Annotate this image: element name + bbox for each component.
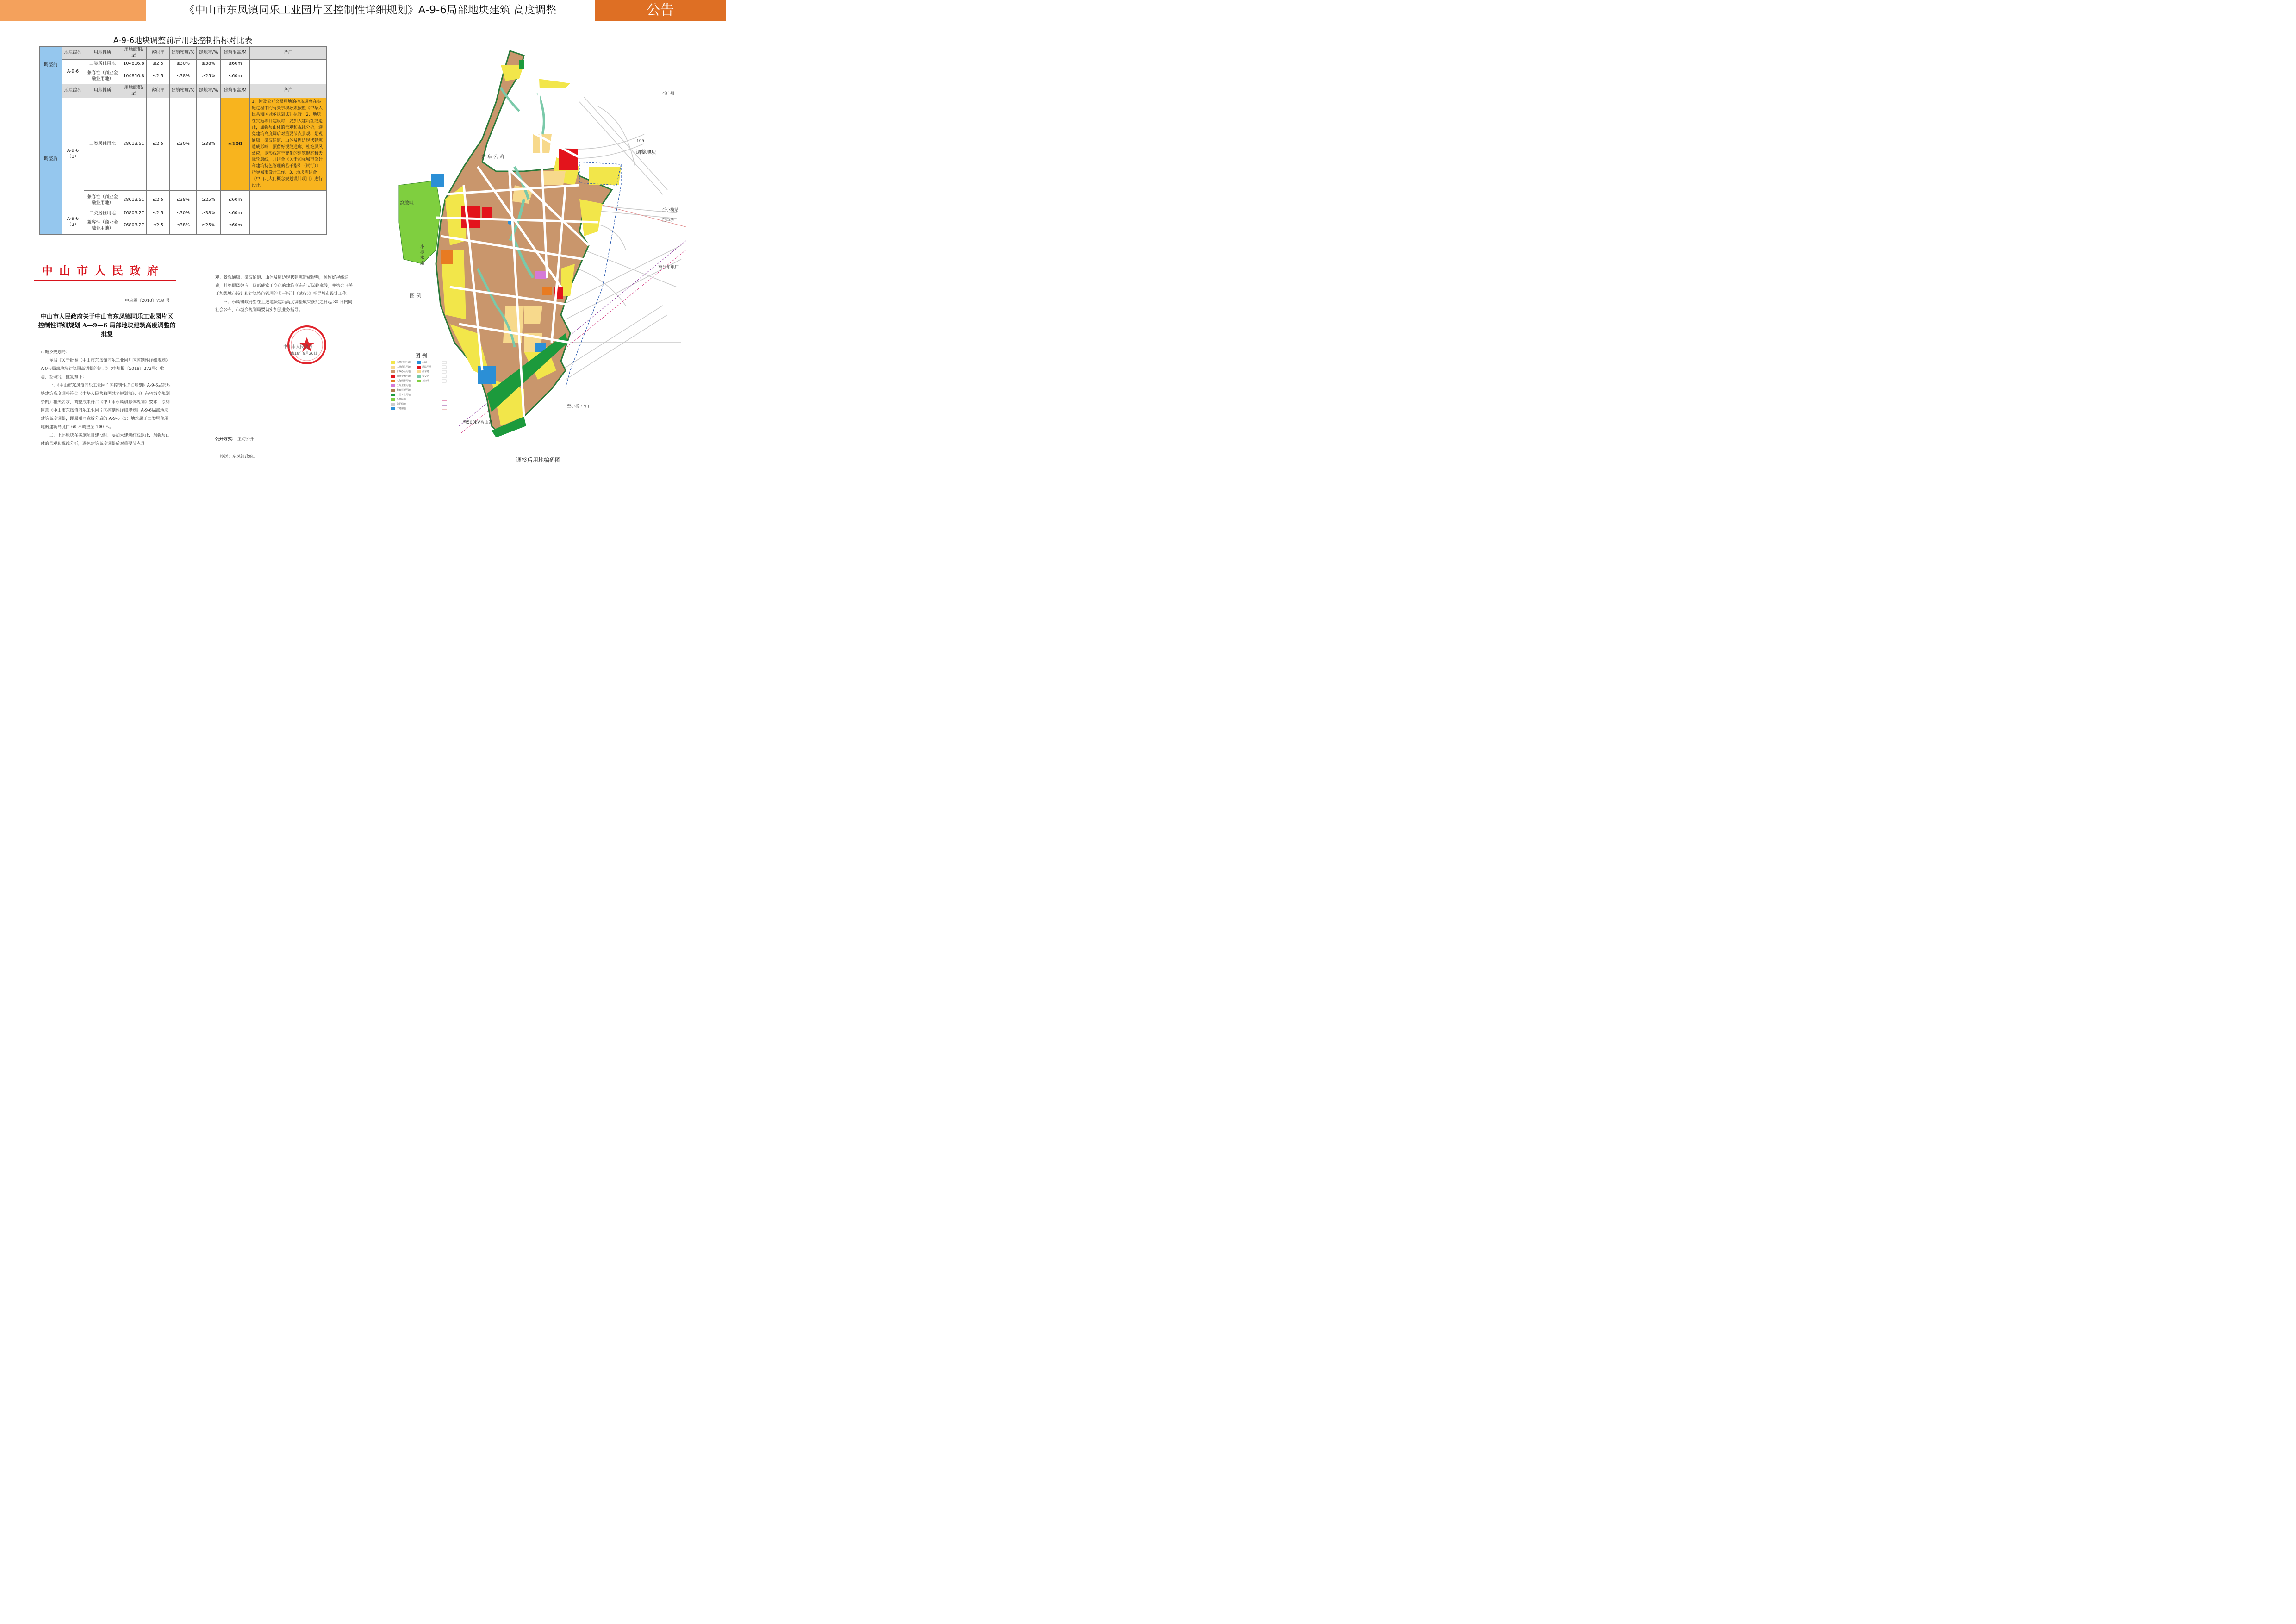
legend-item: 水域 bbox=[422, 361, 427, 364]
paragraph: 二、上述地块在实施项目建设时，要加大建筑红线退让，加强与山体的景观和视线分析，避免建筑高度调整后对重要节点景 bbox=[41, 433, 170, 446]
header-accent-bar bbox=[0, 0, 146, 21]
table-title: A-9-6地块调整前后用地控制指标对比表 bbox=[113, 36, 253, 45]
disclosure-label: 公开方式： bbox=[215, 437, 236, 442]
cell bbox=[250, 191, 327, 210]
cell: ≤2.5 bbox=[147, 69, 170, 84]
legend-item: 广场用地 bbox=[397, 407, 406, 410]
document-body bbox=[41, 348, 171, 448]
legend-title-outer: 图 例 bbox=[410, 293, 422, 299]
legend-labels bbox=[397, 360, 424, 411]
cell bbox=[250, 69, 327, 84]
cell: ≤30% bbox=[170, 210, 197, 217]
cell bbox=[250, 60, 327, 69]
map-label-road: 东 阜 公 路 bbox=[481, 155, 504, 160]
map-label-road: 至沙角电厂 bbox=[658, 265, 679, 270]
cc-line: 抄送：东凤镇政府。 bbox=[220, 455, 258, 459]
header-cell: 备注 bbox=[250, 84, 327, 98]
legend-item: 道路用地 bbox=[422, 366, 432, 369]
cell bbox=[250, 217, 327, 235]
cell: ≥25% bbox=[197, 217, 221, 235]
cell: 76803.27 bbox=[121, 217, 147, 235]
cell: ≥38% bbox=[197, 210, 221, 217]
cell bbox=[250, 210, 327, 217]
map-caption: 调整后用地编码图 bbox=[516, 457, 561, 463]
cell: ≤30% bbox=[170, 60, 197, 69]
legend-item: 一类工业用地 bbox=[397, 394, 411, 396]
paragraph: 三、东凤镇政府要在上述地块建筑高度调整成果获批之日起 30 日内向社会公布，市城乡规划局要切实加强业务指导。 bbox=[215, 300, 353, 313]
salutation: 市城乡规划局： bbox=[41, 350, 70, 355]
paragraph: 一、《中山市东凤镇同乐工业园片区控制性详细规划》A-9-6局部地块建筑高度调整符合《中华人民共和国城乡规划法》、《广东省城乡规划条例》相关要求，调整成果符合《中山市东凤镇总体规划》要求，原则同意《中山市东凤镇同乐工业园片区控制性详细规划》A-9-6局部地块建筑高度调整，即原则同意拆分后的 A-9-6（1）地块属于二类居住用地的建筑高度由 60 米调整至 100 米。 bbox=[41, 383, 171, 430]
header-cell: 用地面积/㎡ bbox=[121, 47, 147, 60]
legend-item: 教育科研用地 bbox=[397, 389, 411, 392]
cell: ≥25% bbox=[197, 69, 221, 84]
cell: ≤38% bbox=[170, 217, 197, 235]
cell: ≤60m bbox=[221, 191, 250, 210]
disclosure bbox=[215, 436, 254, 442]
header-cell: 绿地率/% bbox=[197, 47, 221, 60]
legend-title: 图 例 bbox=[415, 353, 427, 359]
header-cell: 用地面积/㎡ bbox=[121, 84, 147, 98]
cell: ≤2.5 bbox=[147, 60, 170, 69]
cell: ≤2.5 bbox=[147, 210, 170, 217]
parcel-code: A-9-6（2） bbox=[62, 210, 84, 235]
map-label-road: 至阜沙 bbox=[662, 218, 675, 223]
cell: 兼容性（商业金融业用地） bbox=[84, 191, 121, 210]
cell: 兼容性（商业金融业用地） bbox=[84, 69, 121, 84]
section-before: 调整前 bbox=[40, 47, 62, 84]
paragraph: 观、景观通廊、微波通道、山体及周边现状建筑造成影响，预留好视线通廊，杜绝屏风效应，以形成富于变化的建筑形态和天际轮廓线，并结合《关于加强城市设计和建筑特色管理的若干指引（试行）》指导城市设计工作。 bbox=[215, 275, 353, 297]
legend-item: 加油站 bbox=[422, 380, 429, 382]
header-cell: 容积率 bbox=[147, 47, 170, 60]
header-cell: 建筑密度/% bbox=[170, 47, 197, 60]
cell: ≤60m bbox=[221, 217, 250, 235]
document-number: 中府函〔2018〕739 号 bbox=[125, 299, 170, 303]
map-label-road: 至500kV香山站 bbox=[463, 420, 493, 425]
cell: ≥25% bbox=[197, 191, 221, 210]
cell: 104816.8 bbox=[121, 69, 147, 84]
disclosure-value: 主动公开 bbox=[237, 437, 254, 442]
cell: 二类居住用地 bbox=[84, 98, 121, 191]
document-heading: 中山市人民政府关于中山市东凤镇同乐工业园片区控制性详细规划 A—9—6 局部地块建筑高度调整的批复 bbox=[38, 313, 176, 338]
legend-item: 二类商住用地 bbox=[397, 366, 411, 369]
legend-item: 公共绿地 bbox=[397, 398, 406, 401]
map-label-road: 至小榄站 bbox=[662, 208, 679, 212]
map-label-road: 105 bbox=[636, 139, 645, 144]
header-cell: 建筑密度/% bbox=[170, 84, 197, 98]
header-cell: 建筑限高/M bbox=[221, 47, 250, 60]
stamp-label: 中山市人民政府 bbox=[283, 345, 313, 350]
cell: ≤2.5 bbox=[147, 98, 170, 191]
legend-item: 公交站 bbox=[422, 375, 429, 378]
control-indicator-table bbox=[39, 46, 327, 235]
cell: 28013.51 bbox=[121, 191, 147, 210]
legend-item: 医疗卫生用地 bbox=[397, 384, 411, 387]
parcel-code: A-9-6 bbox=[62, 60, 84, 84]
cell: ≤60m bbox=[221, 210, 250, 217]
legend-item: 商业金融用地 bbox=[397, 375, 411, 378]
cell: 28013.51 bbox=[121, 98, 147, 191]
map-label-road: 至小榄·中山 bbox=[567, 404, 589, 409]
legend-item: 防护绿地 bbox=[397, 403, 406, 406]
header-cell: 地块编码 bbox=[62, 84, 84, 98]
legend-labels-2 bbox=[422, 360, 445, 383]
cell: 二类居住用地 bbox=[84, 210, 121, 217]
legend-item: 二类居住用地 bbox=[397, 361, 411, 364]
cell: ≤60m bbox=[221, 69, 250, 84]
cell: ≥38% bbox=[197, 98, 221, 191]
red-divider bbox=[34, 280, 176, 281]
legend-item: 行政办公用地 bbox=[397, 370, 411, 373]
issuer-name: 中山市人民政府 bbox=[42, 264, 165, 277]
header-cell: 备注 bbox=[250, 47, 327, 60]
stamp-date: 2018年9月26日 bbox=[290, 351, 317, 356]
document-continuation bbox=[215, 274, 356, 315]
map-label-park: 窝敢咀 bbox=[400, 201, 414, 206]
adjust-parcel-label: 调整地块 bbox=[636, 149, 656, 155]
cell: 二类居住用地 bbox=[84, 60, 121, 69]
cell: ≤60m bbox=[221, 60, 250, 69]
cell: 76803.27 bbox=[121, 210, 147, 217]
legend-item: 停车场 bbox=[422, 370, 429, 373]
map-label-river: 小 榄 水 道 bbox=[419, 244, 424, 265]
section-after: 调整后 bbox=[40, 84, 62, 235]
header-cell: 绿地率/% bbox=[197, 84, 221, 98]
header-cell: 容积率 bbox=[147, 84, 170, 98]
cell: ≤38% bbox=[170, 69, 197, 84]
cell: ≤30% bbox=[170, 98, 197, 191]
remarks-note: 1、涉及公开交易用地的控规调整在实施过程中的有关事项必须按照《中华人民共和国城乡规划法》执行。2、地块在实施项目建设时，要加大建筑红线退让，加强与山体的景观和视线分析，避免建筑高度调后对重要节点景观、景观通廊、微波通道、山体及周边现状建筑造成影响，预留好视线通廊，杜绝屏风效应，以形成富于变化的建筑形态和天际轮廓线，并结合《关于加强城市设计和建筑特色管理的若干指引（试行）》指导城市设计工作。3、地块需结合《中山北大门概念规划设计项目》进行设计。 bbox=[250, 98, 327, 191]
header-cell: 用地性质 bbox=[84, 84, 121, 98]
cell: 104816.8 bbox=[121, 60, 147, 69]
header-cell: 地块编码 bbox=[62, 47, 84, 60]
page-title: 《中山市东凤镇同乐工业园片区控制性详细规划》A-9-6局部地块建筑 高度调整 bbox=[146, 0, 595, 21]
cell: ≤2.5 bbox=[147, 191, 170, 210]
parcel-code: A-9-6（1） bbox=[62, 98, 84, 210]
paragraph: 你局《关于批准〈中山市东凤镇同乐工业园片区控制性详细规划〉A-9-6局部地块建筑限高调整的请示》（中规报〔2018〕272号）收悉，经研究，批复如下： bbox=[41, 358, 170, 380]
legend-item: 文化娱乐用地 bbox=[397, 380, 411, 382]
header-cell: 建筑限高/M bbox=[221, 84, 250, 98]
header-cell: 用地性质 bbox=[84, 47, 121, 60]
cell: ≤38% bbox=[170, 191, 197, 210]
notice-badge: 公告 bbox=[595, 0, 726, 21]
map-label-road: 至广州 bbox=[662, 92, 675, 96]
cell: 兼容性（商业金融业用地） bbox=[84, 217, 121, 235]
cell: ≤2.5 bbox=[147, 217, 170, 235]
height-limit-highlight: ≤100 bbox=[221, 98, 250, 191]
cell: ≥38% bbox=[197, 60, 221, 69]
